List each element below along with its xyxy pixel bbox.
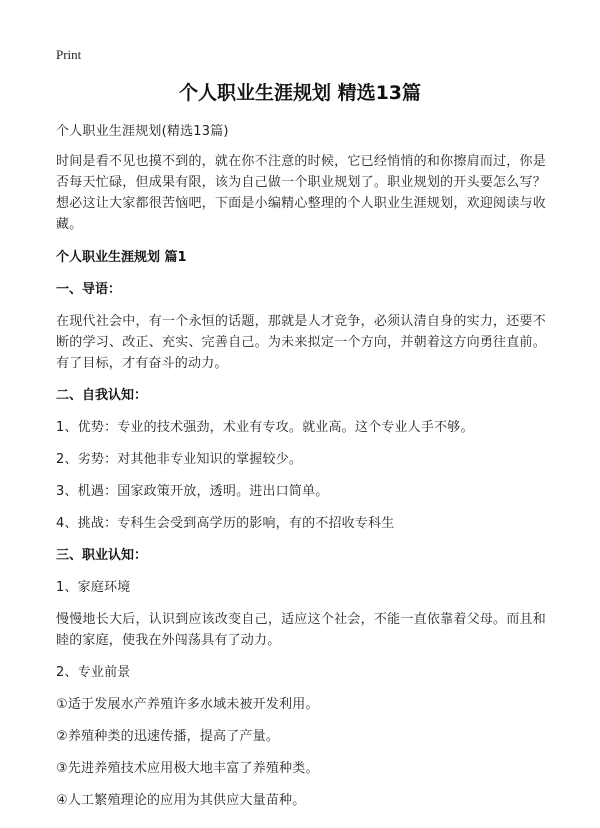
- list-item: ②养殖种类的迅速传播，提高了产量。: [56, 729, 280, 744]
- list-item: ③先进养殖技术应用极大地丰富了养殖种类。: [56, 761, 319, 776]
- sub-heading-family: 1、家庭环境: [56, 580, 131, 595]
- list-item: ①适于发展水产养殖许多水域未被开发利用。: [56, 697, 319, 712]
- part1-heading: 一、导语：: [56, 282, 122, 297]
- list-item: 4、挑战：专科生会受到高学历的影响，有的不招收专科生: [56, 516, 395, 531]
- document-subtitle: 个人职业生涯规划(精选13篇): [56, 124, 229, 139]
- intro-paragraph: 时间是看不见也摸不到的，就在你不注意的时候，它已经悄悄的和你擦肩而过，你是否每天忙碌，但成果有限，该为自己做一个职业规划了。职业规划的开头要怎么写？想必这让大家都很苦恼吧，下面是小编精心整理的个人职业生涯规划，欢迎阅读与收藏。: [56, 154, 546, 232]
- list-item: 2、劣势：对其他非专业知识的掌握较少。: [56, 452, 303, 467]
- print-link[interactable]: Print: [56, 47, 82, 62]
- list-item: ④人工繁殖理论的应用为其供应大量苗种。: [56, 793, 306, 808]
- part3-heading: 三、职业认知：: [56, 548, 148, 563]
- part2-heading: 二、自我认知：: [56, 388, 148, 403]
- part1-paragraph: 在现代社会中，有一个永恒的话题，那就是人才竞争，必须认清自身的实力，还要不断的学习、改正、充实、完善自己。为未来拟定一个方向，并朝着这方向勇往直前。有了目标，才有奋斗的动力。: [56, 314, 546, 371]
- list-item: 1、优势：专业的技术强劲，术业有专攻。就业高。这个专业人手不够。: [56, 420, 474, 435]
- sub-heading-prospects: 2、专业前景: [56, 665, 131, 680]
- section-title: 个人职业生涯规划 篇1: [56, 250, 187, 265]
- list-item: 3、机遇：国家政策开放，透明。进出口简单。: [56, 484, 329, 499]
- page-title: 个人职业生涯规划 精选13篇: [178, 82, 422, 104]
- document-body: [56, 121, 546, 822]
- family-paragraph: 慢慢地长大后，认识到应该改变自己，适应这个社会，不能一直依靠着父母。而且和睦的家庭，使我在外闯荡具有了动力。: [56, 612, 546, 648]
